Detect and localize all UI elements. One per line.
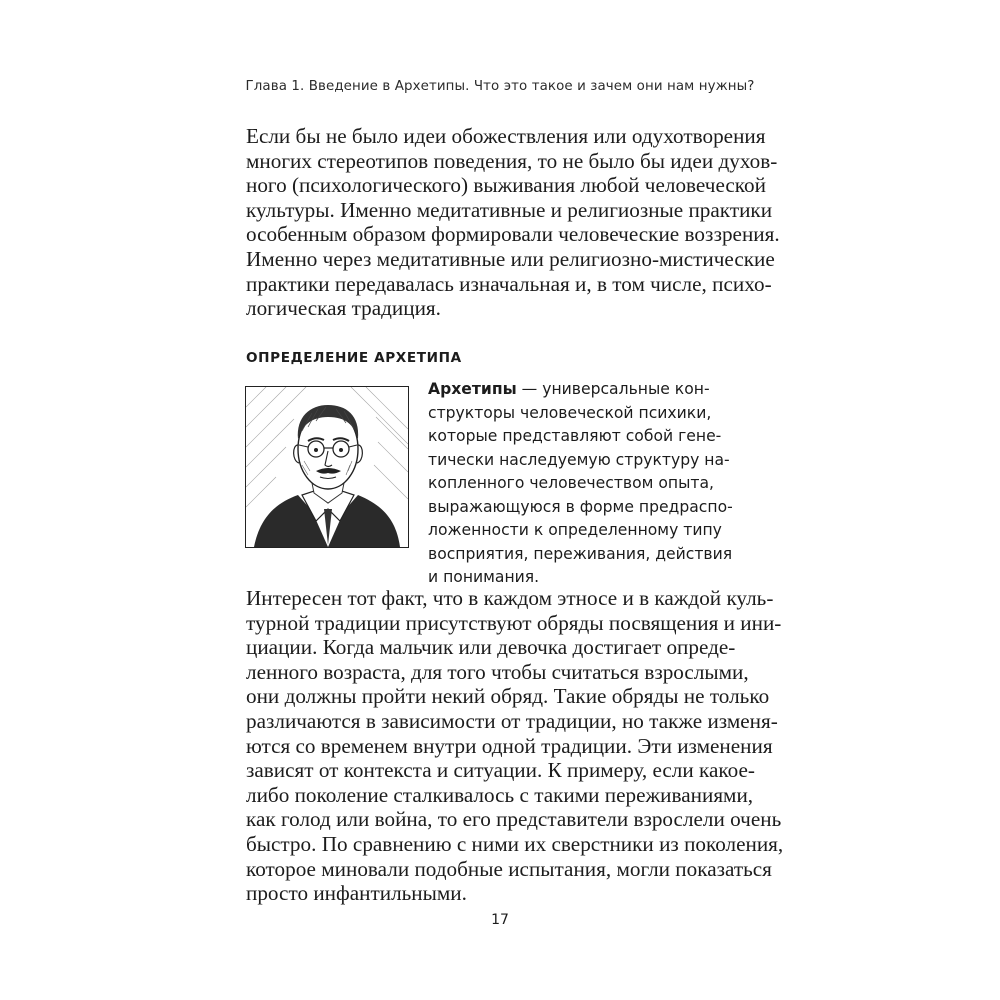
portrait-icon: [246, 387, 408, 547]
definition-line: структоры человеческой психики,: [428, 403, 712, 422]
text-line: зависят от контекста и ситуации. К примеру, если какое-: [246, 758, 755, 783]
text-line: ленного возраста, для того чтобы считаться взрослыми,: [246, 659, 749, 684]
text-line: турной традиции присутствуют обряды посвящения и ини-: [246, 610, 782, 635]
definition-first-line: [428, 378, 733, 402]
archetype-definition: [428, 378, 733, 590]
definition-line: выражающуюся в форме предраспо-: [428, 497, 733, 516]
text-line: особенным образом формировали человеческие воззрения.: [246, 222, 780, 247]
definition-term: Архетипы: [428, 380, 517, 398]
text-line: либо поколение сталкивалось с такими переживаниями,: [246, 782, 754, 807]
text-line: многих стереотипов поведения, то не было бы идеи духов-: [246, 148, 778, 173]
text-line: быстро. По сравнению с ними их сверстники из поколения,: [246, 831, 784, 856]
text-line: ного (психологического) выживания любой человеческой: [246, 173, 766, 198]
text-line: логическая традиция.: [246, 296, 441, 321]
intro-paragraph: [246, 124, 780, 321]
definition-line: копленного человечеством опыта,: [428, 474, 714, 492]
definition-line: восприятия, переживания, действия: [428, 544, 733, 563]
text-line: они должны пройти некий обряд. Такие обряды не только: [246, 684, 770, 709]
text-line: просто инфантильными.: [246, 881, 467, 906]
text-line: различаются в зависимости от традиции, но также изменя-: [246, 708, 778, 733]
text-line: Если бы не было идеи обожествления или одухотворения: [246, 124, 766, 148]
text-line: как голод или война, то его представители взрослели очень: [246, 807, 782, 832]
definition-text: — универсальные кон-: [516, 380, 710, 398]
section-heading: ОПРЕДЕЛЕНИЕ АРХЕТИПА: [246, 350, 462, 366]
text-line: культуры. Именно медитативные и религиозные практики: [246, 197, 773, 222]
text-line: практики передавалась изначальная и, в том числе, психо-: [246, 271, 772, 296]
definition-line: тически наследуемую структуру на-: [428, 450, 730, 469]
text-line: которое миновали подобные испытания, могли показаться: [246, 856, 772, 881]
text-line: Именно через медитативные или религиозно-мистические: [246, 246, 775, 271]
text-line: ются со временем внутри одной традиции. Эти изменения: [246, 733, 773, 758]
body-paragraph: [246, 586, 783, 906]
text-line: циации. Когда мальчик или девочка достигает опреде-: [246, 635, 736, 660]
definition-line: которые представляют собой гене-: [428, 427, 722, 445]
running-head: Глава 1. Введение в Архетипы. Что это такое и зачем они нам нужны?: [245, 79, 755, 94]
portrait-illustration: [245, 386, 409, 548]
page-number: 17: [491, 912, 509, 928]
definition-line: и понимания.: [428, 568, 540, 586]
text-line: Интересен тот факт, что в каждом этносе и в каждой куль-: [246, 586, 774, 610]
definition-line: ложенности к определенному типу: [428, 521, 722, 539]
